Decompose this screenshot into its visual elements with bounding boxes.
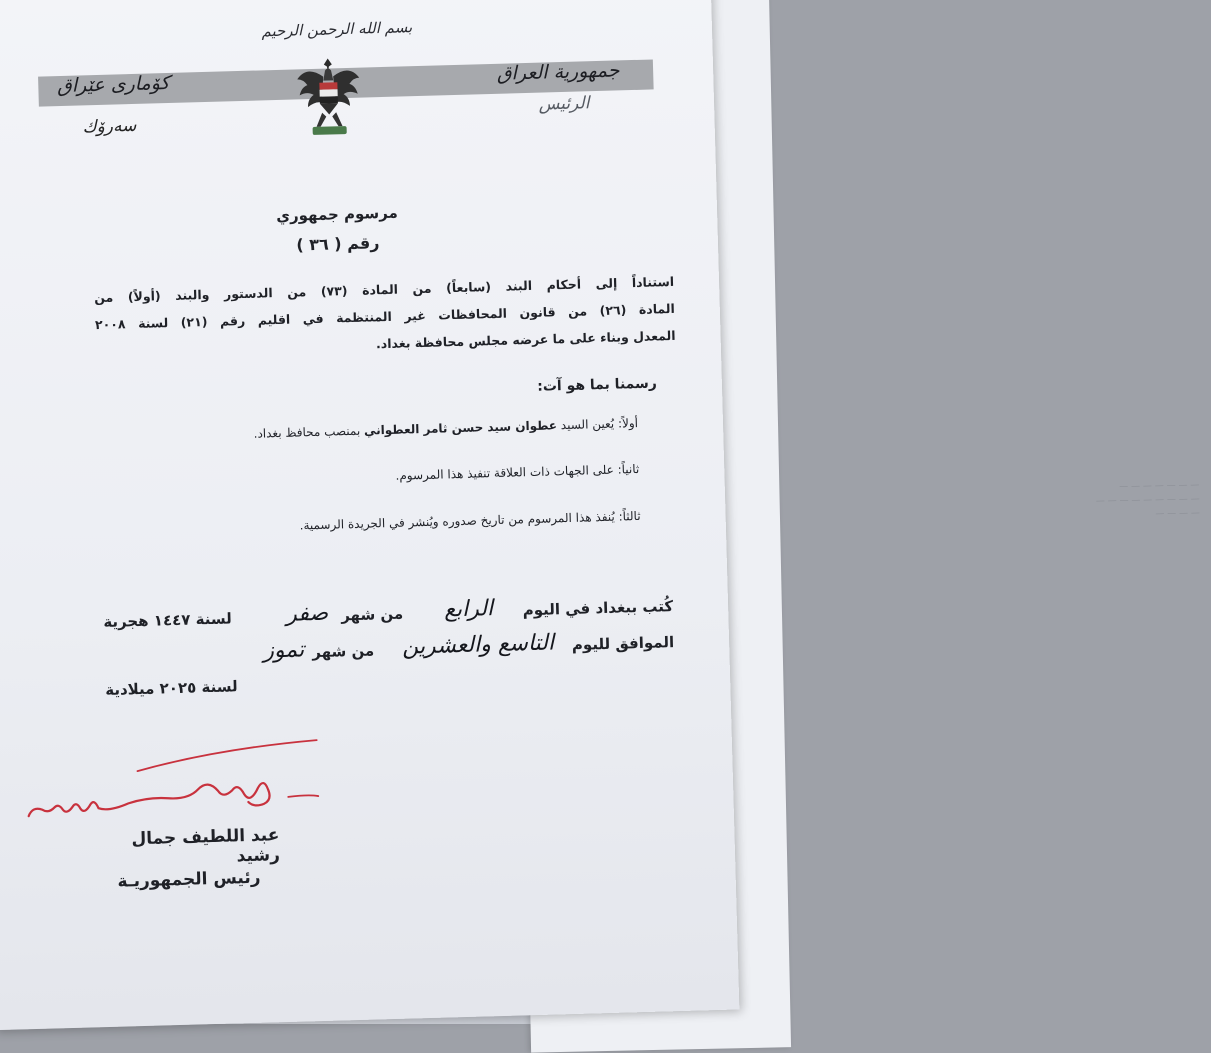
decree-title: مرسوم جمهوري: [276, 203, 399, 226]
hijri-year: لسنة ١٤٤٧ هجرية: [103, 609, 232, 632]
item-text: بمنصب محافظ بغداد.: [253, 423, 361, 441]
signer-title: رئيس الجمهوريـة: [117, 867, 261, 892]
preamble-line: استناداً إلى أحكام البند (سابعاً) من المادة (٧٣) من الدستور والبند (أولاً) من: [94, 273, 675, 306]
handwritten-day: الرابع: [443, 596, 494, 623]
date-block: [93, 591, 676, 715]
preamble-paragraph: [94, 268, 676, 365]
date-prefix: الموافق لليوم: [571, 633, 675, 654]
decree-item-second: [179, 458, 639, 493]
date-prefix: كُتب ببغداد في اليوم: [522, 597, 674, 620]
signer-name: عبد اللطيف جمال رشيد: [131, 825, 281, 867]
month-prefix: من شهر: [340, 604, 404, 625]
bleed-through-text: — — — — — — — — — — — — — — — — — — — —: [1095, 480, 1201, 520]
item-text: على الجهات ذات العلاقة تنفيذ هذا المرسوم.: [395, 462, 614, 483]
month-prefix: من شهر: [311, 641, 375, 662]
preamble-line: المعدل وبناء على ما عرضه مجلس محافظة بغداد.: [375, 327, 676, 352]
item-label: ثالثاً:: [618, 508, 641, 524]
handwritten-month: تموز: [262, 637, 305, 664]
decreed-heading: رسمنا بما هو آت:: [537, 375, 658, 395]
arabic-subtitle: الرئيس: [538, 93, 590, 115]
preamble-line: المادة (٢٦) من قانون المحافظات غير المنتظمة في اقليم رقم (٢١) لسنة ٢٠٠٨: [94, 300, 675, 333]
decree-item-third: [180, 505, 640, 540]
item-label: ثانياً:: [617, 461, 640, 477]
item-label: أولاً:: [617, 416, 639, 431]
decree-number: رقم ( ٣٦ ): [296, 233, 380, 255]
gregorian-year: لسنة ٢٠٢٥ ميلادية: [104, 677, 238, 699]
item-text: يُنفذ هذا المرسوم من تاريخ صدوره ويُنشر في الجريدة الرسمية.: [299, 509, 615, 533]
signature-mark: [17, 736, 339, 835]
decree-item-first: [178, 412, 638, 447]
appointee-name: عطوان سيد حسن ثامر العطواني: [363, 418, 558, 438]
kurdish-subtitle: سەرۆك: [82, 115, 137, 138]
handwritten-month: صفر: [285, 600, 329, 627]
kurdish-title: كۆمارى عێراق: [56, 71, 170, 98]
item-text: يُعين السيد: [560, 416, 615, 433]
iraq-eagle-emblem-icon: [293, 54, 365, 140]
basmala: بسم الله الرحمن الرحيم: [261, 18, 413, 41]
arabic-title: جمهورية العراق: [496, 59, 620, 85]
handwritten-day: التاسع والعشرين: [401, 630, 555, 660]
